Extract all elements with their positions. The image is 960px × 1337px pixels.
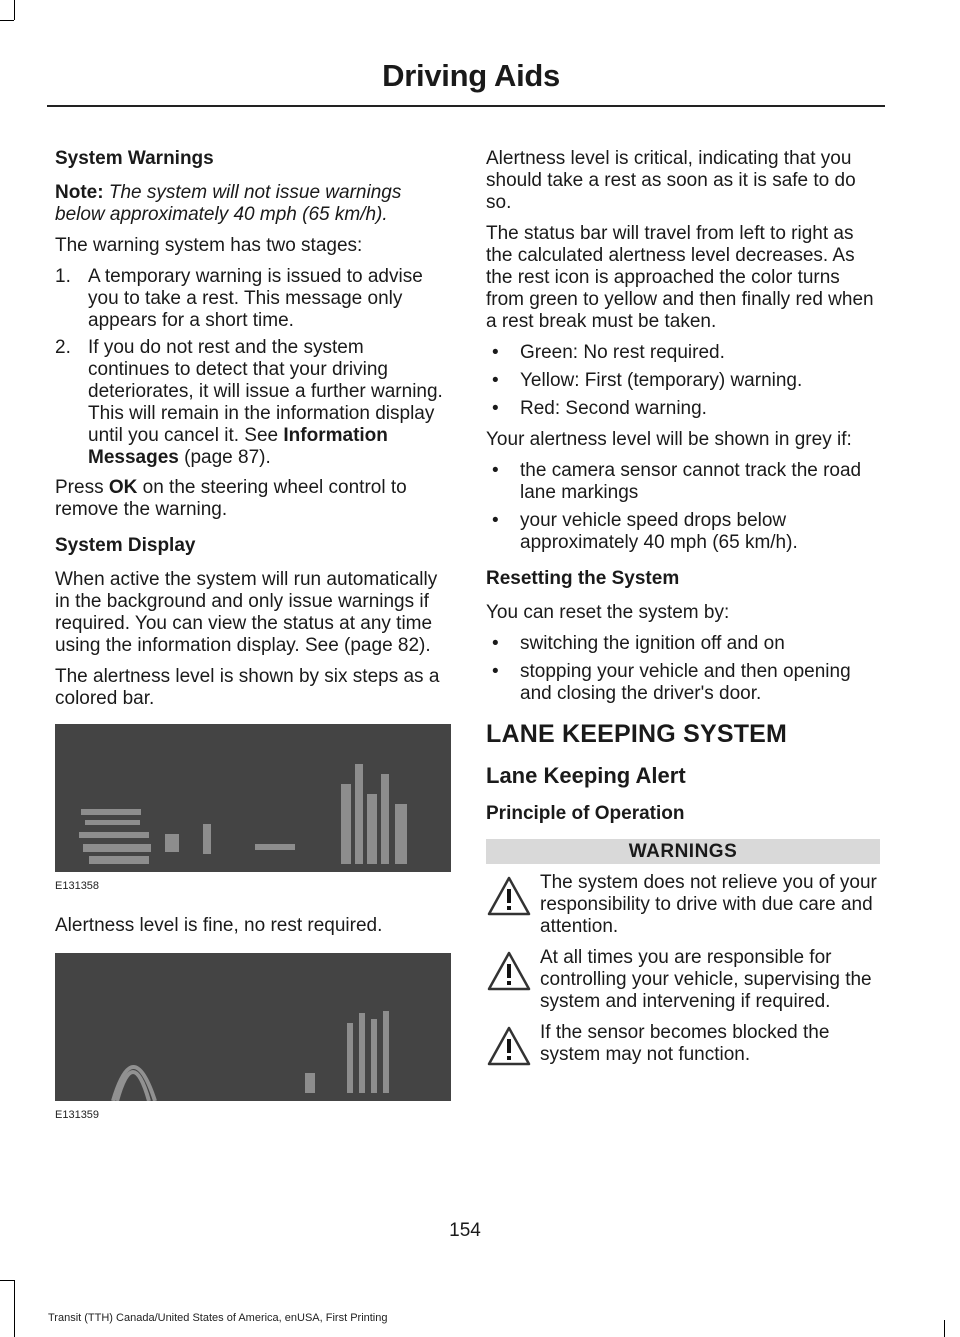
alertness-fine-figure bbox=[55, 724, 451, 872]
warnings-header: WARNINGS bbox=[486, 839, 880, 864]
information-messages-link[interactable]: Information Messages bbox=[88, 425, 388, 468]
list-item: • stopping your vehicle and then opening and closing the driver's door. bbox=[486, 661, 880, 705]
color-list bbox=[486, 342, 880, 420]
grey-paragraph: Your alertness level will be shown in grey if: bbox=[486, 429, 852, 450]
reset-list bbox=[486, 633, 880, 705]
step-text-after: (page 87). bbox=[178, 447, 271, 468]
critical-paragraph: Alertness level is critical, indicating that you should take a rest as soon as it is safe to do so. bbox=[486, 148, 856, 213]
alertness-paragraph: The alertness level is shown by six steps as a colored bar. bbox=[55, 666, 440, 709]
header-divider bbox=[47, 105, 885, 107]
press-ok-paragraph bbox=[55, 477, 447, 521]
crop-mark bbox=[0, 20, 14, 21]
page-number: 154 bbox=[449, 1220, 481, 1241]
list-item: • switching the ignition off and on bbox=[486, 633, 880, 655]
warning-text: If the sensor becomes blocked the system may not function. bbox=[540, 1022, 830, 1065]
lane-keeping-system-heading: LANE KEEPING SYSTEM bbox=[486, 720, 788, 748]
warning-steps-list bbox=[55, 266, 447, 469]
warning-text: At all times you are responsible for controlling your vehicle, supervising the system and intervening if required. bbox=[540, 947, 872, 1012]
status-bar-paragraph: The status bar will travel from left to right as the calculated alertness level decreases. As the rest icon is approached the color turns from green to yellow and then finally red when a rest break must be taken. bbox=[486, 223, 874, 332]
warning-text: The system does not relieve you of your responsibility to drive with due care and attention. bbox=[540, 872, 877, 937]
list-item bbox=[55, 337, 447, 469]
warning-triangle-icon bbox=[486, 874, 532, 918]
step-number: 1. bbox=[55, 266, 71, 287]
principle-heading: Principle of Operation bbox=[486, 803, 685, 824]
figure-graphic bbox=[55, 724, 451, 872]
warning-triangle-icon bbox=[486, 1024, 532, 1068]
two-stages-text: The warning system has two stages: bbox=[55, 235, 363, 256]
step-text: A temporary warning is issued to advise you to take a rest. This message only appears for a short time. bbox=[88, 266, 423, 331]
warning-item bbox=[486, 1022, 880, 1068]
lane-keeping-alert-heading: Lane Keeping Alert bbox=[486, 763, 686, 788]
note-paragraph bbox=[55, 182, 447, 226]
warning-item bbox=[486, 872, 880, 938]
press-text: Press bbox=[55, 477, 109, 498]
step-number: 2. bbox=[55, 337, 71, 358]
list-item bbox=[55, 266, 447, 332]
figure-id: E131359 bbox=[55, 1109, 100, 1121]
system-display-heading: System Display bbox=[55, 535, 196, 556]
warning-item bbox=[486, 947, 880, 1013]
footer-text: Transit (TTH) Canada/United States of America, enUSA, First Printing bbox=[48, 1312, 388, 1324]
warnings-box bbox=[486, 839, 880, 1068]
resetting-heading: Resetting the System bbox=[486, 568, 680, 589]
list-item: • your vehicle speed drops below approximately 40 mph (65 km/h). bbox=[486, 510, 880, 554]
reset-paragraph: You can reset the system by: bbox=[486, 602, 730, 623]
list-item: • Yellow: First (temporary) warning. bbox=[486, 370, 880, 392]
ok-button-label: OK bbox=[108, 477, 138, 498]
crop-mark bbox=[14, 0, 15, 20]
crop-mark bbox=[0, 1280, 14, 1281]
system-warnings-heading: System Warnings bbox=[55, 148, 214, 169]
warning-triangle-icon bbox=[486, 949, 532, 993]
right-column bbox=[486, 148, 880, 1077]
press-text-after: on the steering wheel control to remove the warning. bbox=[55, 477, 407, 520]
crop-mark bbox=[944, 1320, 945, 1337]
alertness-critical-figure bbox=[55, 953, 451, 1101]
list-item: • Red: Second warning. bbox=[486, 398, 880, 420]
note-label: Note: bbox=[55, 182, 104, 203]
crop-mark bbox=[14, 1280, 15, 1337]
left-column bbox=[55, 148, 447, 1144]
figure-caption: Alertness level is fine, no rest required. bbox=[55, 915, 383, 936]
list-item: • Green: No rest required. bbox=[486, 342, 880, 364]
list-item: • the camera sensor cannot track the road lane markings bbox=[486, 460, 880, 504]
grey-conditions-list bbox=[486, 460, 880, 554]
figure-graphic bbox=[55, 953, 451, 1101]
display-paragraph: When active the system will run automatically in the background and only issue warnings if required. You can view the status at any time using the information display. See (page 82). bbox=[55, 569, 438, 656]
figure-id: E131358 bbox=[55, 880, 100, 892]
step-text: If you do not rest and the system continues to detect that your driving deteriorates, it will issue a further warning. This will remain in the information display until you cancel it. See bbox=[88, 337, 443, 446]
note-text: The system will not issue warnings below approximately 40 mph (65 km/h). bbox=[55, 182, 402, 225]
page-title: Driving Aids bbox=[382, 58, 560, 93]
